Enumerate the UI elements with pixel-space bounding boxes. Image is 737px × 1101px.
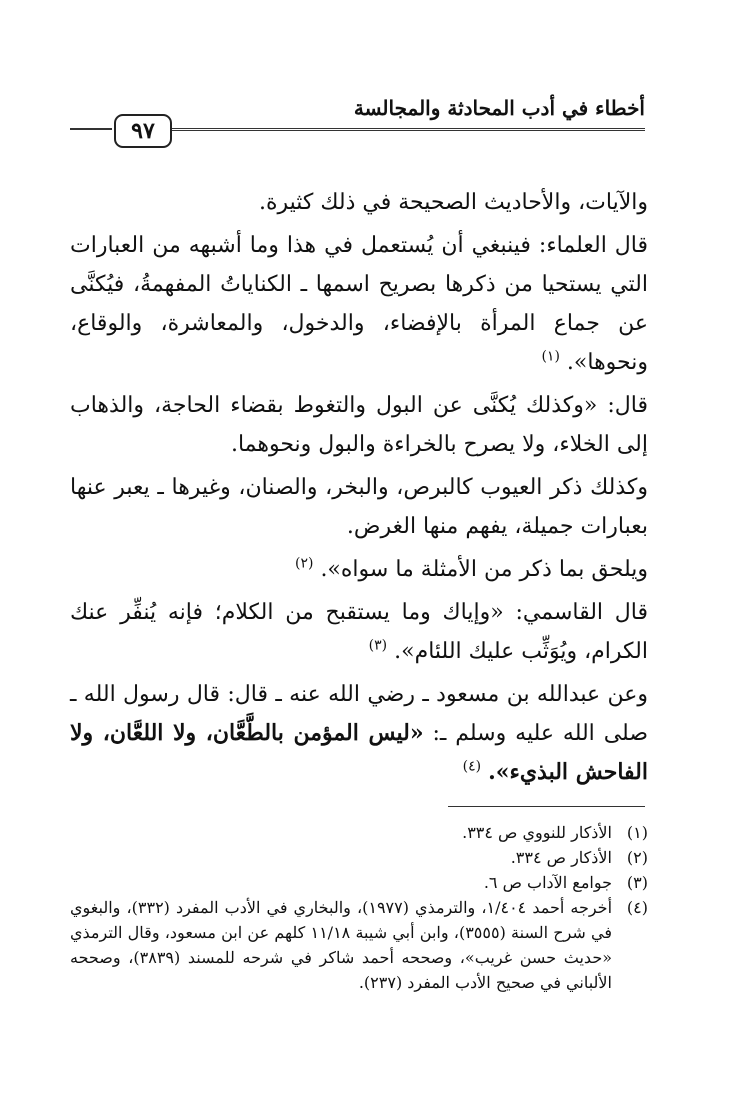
footnote bbox=[70, 870, 648, 895]
paragraph bbox=[70, 593, 648, 671]
main-text bbox=[70, 183, 648, 796]
footnote-ref: (١) bbox=[541, 348, 560, 365]
footnote-divider bbox=[448, 806, 645, 807]
hadith-quote: «ليس المؤمن بالطَّعَّان، ولا اللعَّان، ولا الفاحش البذيء». bbox=[70, 720, 648, 785]
footnote-text: الأذكار ص ٣٣٤. bbox=[510, 848, 612, 867]
running-title: أخطاء في أدب المحادثة والمجالسة bbox=[353, 96, 645, 120]
footnote-number: (١) bbox=[626, 823, 648, 842]
footnote bbox=[70, 820, 648, 845]
page-number bbox=[114, 114, 172, 148]
footnote-number: (٢) bbox=[626, 848, 648, 867]
header-rule-right bbox=[172, 128, 645, 131]
footnote-text: الأذكار للنووي ص ٣٣٤. bbox=[462, 823, 612, 842]
paragraph bbox=[70, 226, 648, 382]
paragraph-text: ويلحق بما ذكر من الأمثلة ما سواه». bbox=[320, 557, 648, 582]
paragraph bbox=[70, 183, 648, 222]
footnote-text: أخرجه أحمد ١/٤٠٤، والترمذي (١٩٧٧)، والبخاري في الأدب المفرد (٣٣٢)، والبغوي في شرح السنة (٣٥٥٥)، وابن أبي شيبة ١١/١٨ كلهم عن ابن مسعود، وقال الترمذي «حديث حسن غريب»، وصححه أحمد شاكر في شرحه للمسند (٣٨٣٩)، وصححه الألباني في صحيح الأدب المفرد (٢٣٧). bbox=[70, 898, 613, 992]
footnote-ref: (٤) bbox=[462, 758, 482, 775]
paragraph bbox=[70, 550, 648, 589]
page-number-text: ٩٧ bbox=[131, 118, 155, 144]
footnote-number: (٣) bbox=[626, 873, 648, 892]
footnote-number: (٤) bbox=[626, 898, 648, 917]
header-rule-left bbox=[70, 128, 112, 130]
paragraph bbox=[70, 468, 648, 546]
paragraph-text: وعن عبدالله بن مسعود ـ رضي الله عنه ـ قال: قال رسول الله ـ صلى الله عليه وسلم ـ: bbox=[70, 682, 648, 746]
footnote-ref: (٢) bbox=[294, 555, 314, 572]
paragraph bbox=[70, 386, 648, 464]
paragraph-text: والآيات، والأحاديث الصحيحة في ذلك كثيرة. bbox=[258, 190, 648, 215]
page-header bbox=[70, 96, 645, 150]
footnote bbox=[70, 845, 648, 870]
paragraph-text: قال القاسمي: «وإياك وما يستقبح من الكلام؛ فإنه يُنفِّر عنك الكرام، ويُوَثِّب عليك اللئام». bbox=[70, 600, 648, 664]
footnote-text: جوامع الآداب ص ٦. bbox=[483, 873, 612, 892]
paragraph-text: قال العلماء: فينبغي أن يُستعمل في هذا وما أشبهه من العبارات التي يستحيا من ذكرها بصريح اسمها ـ الكناياتُ المفهمةُ، فيُكنَّى عن جماع المرأة بالإفضاء، والدخول، والمعاشرة، والوقاع، ونحوها». bbox=[70, 233, 648, 375]
footnote bbox=[70, 895, 648, 995]
paragraph-text: قال: «وكذلك يُكنَّى عن البول والتغوط بقضاء الحاجة، والذهاب إلى الخلاء، ولا يصرح بالخراءة والبول ونحوهما. bbox=[70, 393, 648, 457]
paragraph-text: وكذلك ذكر العيوب كالبرص، والبخر، والصنان، وغيرها ـ يعبر عنها بعبارات جميلة، يفهم منها الغرض. bbox=[70, 475, 648, 539]
footnotes bbox=[70, 820, 648, 995]
footnote-ref: (٣) bbox=[368, 637, 388, 654]
paragraph bbox=[70, 675, 648, 792]
